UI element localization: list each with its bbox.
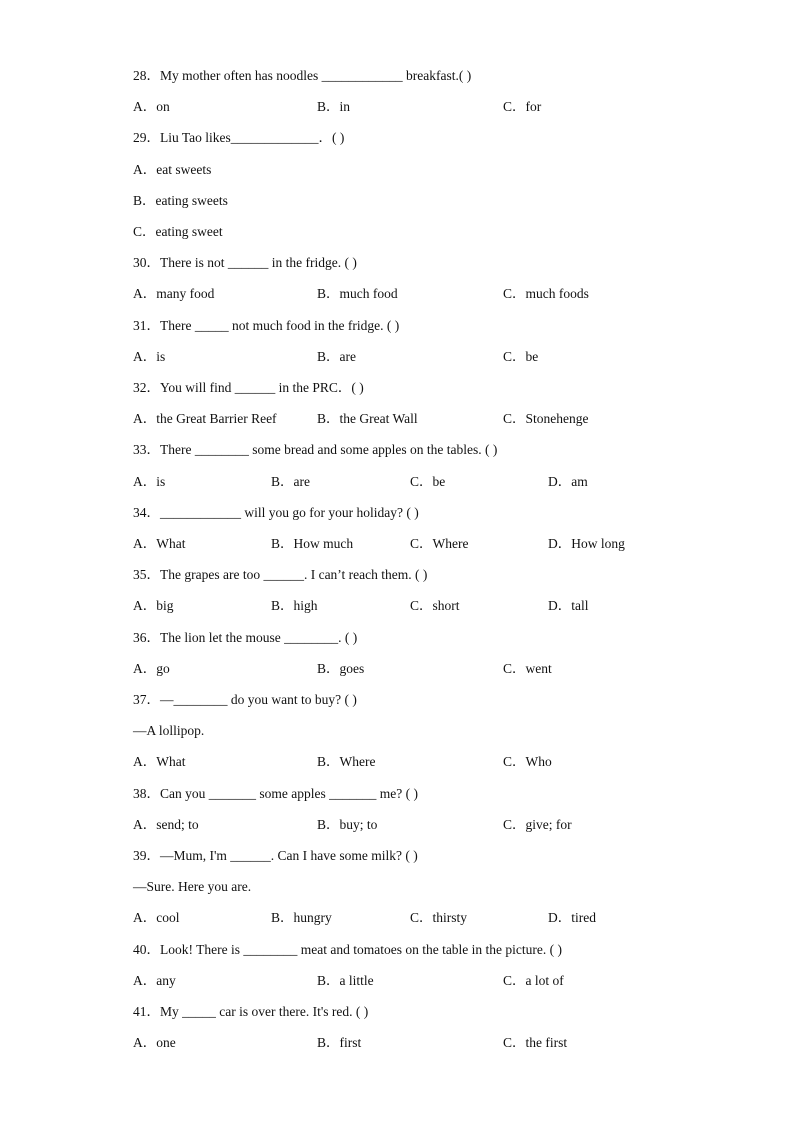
answer-option: A．is <box>133 348 166 364</box>
answer-option: C．thirsty <box>410 910 468 926</box>
answer-option: A．What <box>133 536 186 551</box>
answer-option: A．on <box>133 99 170 115</box>
answer-option: C．Who <box>503 754 552 770</box>
answer-option: C．give; for <box>503 816 572 832</box>
answer-option: C．for <box>503 99 542 115</box>
answer-option: A．many food <box>133 286 215 302</box>
answer-option: C．Where <box>410 536 469 551</box>
question-text: 30．There is not ______ in the fridge. ( ) <box>133 255 357 271</box>
answer-option: B．high <box>271 598 318 614</box>
question-text: 41．My _____ car is over there. It's red. ( ) <box>133 1004 369 1019</box>
answer-option: A．send; to <box>133 816 199 832</box>
answer-option: B．in <box>317 99 351 115</box>
question-text: 36．The lion let the mouse ________. ( ) <box>133 629 358 645</box>
answer-option: A．one <box>133 1035 176 1051</box>
question-text: 35．The grapes are too ______. I can’t reach them. ( ) <box>133 567 428 583</box>
answer-option: A．go <box>133 660 170 676</box>
answer-option: B．much food <box>317 286 398 302</box>
answer-option: B．a little <box>317 972 374 988</box>
answer-option: C．be <box>410 473 446 489</box>
answer-option: A．big <box>133 598 174 614</box>
question-text: 37．—________ do you want to buy? ( ) <box>133 692 357 707</box>
answer-option: B．How much <box>271 536 354 551</box>
answer-option: D．tall <box>548 598 589 614</box>
answer-option: B．buy; to <box>317 816 378 832</box>
answer-option: C．a lot of <box>503 972 564 988</box>
answer-option: B．first <box>317 1035 362 1051</box>
answer-option: D．tired <box>548 910 596 926</box>
answer-option: D．How long <box>548 536 625 551</box>
answer-option: B．the Great Wall <box>317 411 418 427</box>
dialogue-reply: —A lollipop. <box>133 723 205 739</box>
answer-option: A．the Great Barrier Reef <box>133 411 277 427</box>
answer-option: B．are <box>317 348 356 364</box>
answer-option: C．much foods <box>503 286 589 302</box>
answer-option: C．Stonehenge <box>503 411 589 427</box>
answer-option: B．goes <box>317 660 365 676</box>
answer-option: A．eat sweets <box>133 161 212 177</box>
answer-option: B．Where <box>317 754 376 770</box>
answer-option: A．What <box>133 754 186 770</box>
question-text: 32．You will find ______ in the PRC．( ) <box>133 380 364 395</box>
question-text: 34．____________ will you go for your holiday? ( ) <box>133 504 419 520</box>
answer-option: B．are <box>271 473 310 489</box>
question-text: 31．There _____ not much food in the fridge. ( ) <box>133 317 400 333</box>
question-text: 33．There ________ some bread and some apples on the tables. ( ) <box>133 442 498 458</box>
answer-option: C．the first <box>503 1035 568 1051</box>
answer-option: B．hungry <box>271 910 332 926</box>
answer-option: A．is <box>133 473 166 489</box>
answer-option: A．any <box>133 972 176 988</box>
answer-option: C．short <box>410 598 460 614</box>
answer-option: C．be <box>503 348 539 364</box>
question-text: 28．My mother often has noodles ____________ breakfast.( ) <box>133 68 472 83</box>
answer-option: C．went <box>503 660 552 676</box>
question-text: 38．Can you _______ some apples _______ me? ( ) <box>133 785 418 801</box>
answer-option: D．am <box>548 473 588 489</box>
dialogue-reply: —Sure. Here you are. <box>133 879 252 895</box>
question-text: 40．Look! There is ________ meat and tomatoes on the table in the picture. ( ) <box>133 941 563 957</box>
answer-option: B．eating sweets <box>133 192 228 208</box>
answer-option: C．eating sweet <box>133 224 223 239</box>
question-text: 39．—Mum, I'm ______. Can I have some milk? ( ) <box>133 848 418 863</box>
question-text: 29．Liu Tao likes_____________．( ) <box>133 130 345 146</box>
answer-option: A．cool <box>133 910 180 926</box>
